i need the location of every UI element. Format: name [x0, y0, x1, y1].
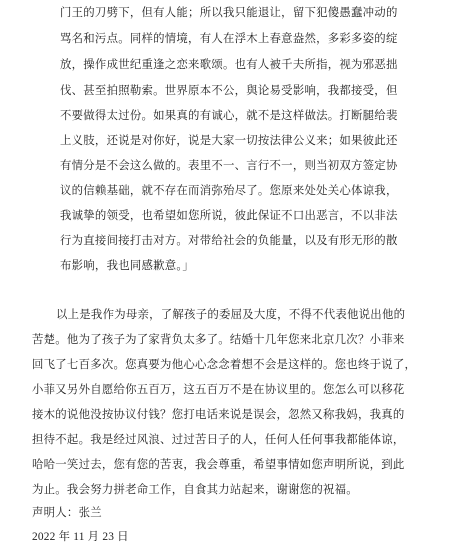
quote-line: 门王的刀劈下，但有人能；所以我只能退让，留下犯傻愚蠢冲动的 — [60, 5, 398, 19]
body-line: 为止。我会努力拼老命工作，自食其力站起来，谢谢您的祝福。 — [32, 482, 358, 496]
body-line: 接木的说他没按协议付钱？您打电话来说是误会，忽然又称我妈，我真的 — [32, 407, 405, 421]
body-line: 哈哈一笑过去，您有您的苦衷，我会尊重，希望事情如您声明所说，到此 — [32, 457, 405, 471]
quote-line: 有情分是不会这么做的。表里不一、言行不一，则当初双方签定协 — [60, 158, 398, 172]
quote-line: 伐、甚至拍照勒索。世界原本不公，與论易受影响，我都接受，但 — [60, 83, 398, 97]
quote-line: 布影响，我也同感歉意。」 — [60, 258, 194, 272]
statement-date: 2022 年 11 月 23 日 — [32, 531, 129, 543]
quote-line: 上义肢，还说是对你好，说是大家一切按法律公义来；如果彼此还 — [60, 133, 398, 147]
quote-line: 议的信赖基础，就不存在而消弥殆尽了。您原来处处关心体谅我， — [60, 183, 398, 197]
quote-line: 不要做得太过份。如果真的有诚心，就不是这样做法。打断腿给裴 — [60, 108, 398, 122]
quote-line: 行为直接间接打击对方。对带给社会的负能量，以及有形无形的散 — [60, 233, 398, 247]
quote-line: 骂名和污点。同样的情境，有人在浮木上春意盎然，多彩多姿的绽 — [60, 31, 398, 45]
body-line: 小菲又另外自愿给你五百万，这五百万不是在协议里的。您怎么可以移花 — [32, 382, 405, 396]
body-line: 苦楚。他为了孩子为了家背负太多了。结婚十几年您来北京几次？小菲来 — [32, 332, 405, 346]
signature: 声明人：张兰 — [32, 505, 102, 519]
body-line: 回飞了七百多次。您真要为他心心念念着想不会是这样的。您也终于说了， — [32, 357, 417, 371]
body-line: 担待不起。我是经过风浪、过过苦日子的人，任何人任何事我都能体谅， — [32, 432, 405, 446]
quote-line: 我诚挚的领受，也希望如您所说，彼此保证不口出恶言，不以非法 — [60, 208, 398, 222]
body-line: 以上是我作为母亲，了解孩子的委屈及大度，不得不代表他说出他的 — [56, 307, 406, 321]
quote-line: 放，操作成世纪重逢之恋来歌颂。也有人被千夫所指，视为邪恶拙 — [60, 57, 398, 71]
